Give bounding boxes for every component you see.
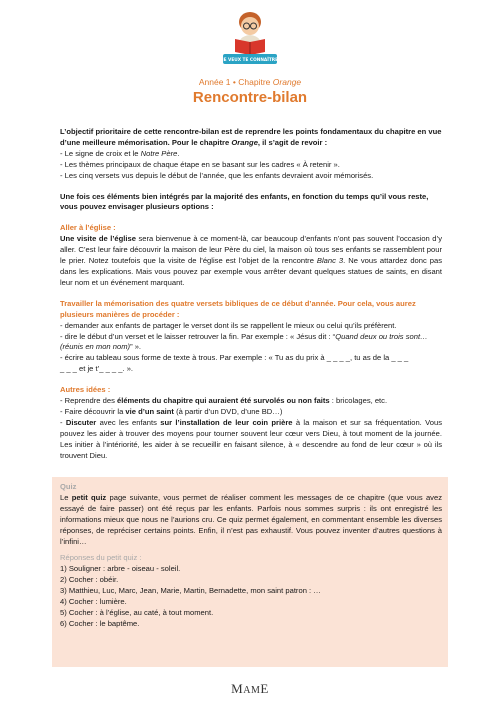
autres-item-2: - Faire découvrir la vie d’un saint (à partir d’un DVD, d’une BD…) <box>60 406 283 416</box>
quiz-heading: Quiz <box>60 482 77 491</box>
quiz-paragraph: Le petit quiz page suivante, vous permet de réaliser comment les messages de ce chapitre (que vous avez essayé de faire passer) ont été reçus par les enfants. Parfois nous sommes surpris : ils ont enregistré les informations mieux que nous ne l’aurions cru. Ce quiz permet également, en commentant ensemble les diverses réponses, de repréciser certains points. Enfin, il n’est pas exhaustif. Vous pouvez inventer d’autres questions à l’infini… <box>60 492 443 546</box>
intro-paragraph <box>60 127 442 149</box>
publisher-logo: MAME <box>231 681 269 696</box>
versets-item-2: - dire le début d’un verset et le laisser retrouver la fin. Par exemple : « Jésus dit : “Quand deux ou trois sont… (réunis en mon nom)” ». <box>60 331 428 352</box>
reading-child-icon <box>222 8 278 66</box>
quiz-answer: 2) Cocher : obéir. <box>60 575 119 585</box>
quiz-answer: 5) Cocher : à l’église, au caté, à tout moment. <box>60 607 214 617</box>
intro-text-orange: Orange <box>231 137 258 147</box>
versets-item-1: - demander aux enfants de partager le verset dont ils se rappellent le mieux ou celui qu’ils préfèrent. <box>60 320 397 330</box>
banner-text: JE VEUX TE CONNAÎTRE <box>222 58 278 63</box>
quiz-answer: 6) Cocher : le baptême. <box>60 618 140 628</box>
versets-item-3: - écrire au tableau sous forme de texte à trous. Par exemple : « Tu as du prix à _ _ _ _, tu as de la _ _ _ _ _ _ et je t’_ _ _ _. ». <box>60 353 409 374</box>
year-label: Année 1 <box>198 77 231 87</box>
quiz-box <box>52 477 448 667</box>
page-title: Rencontre-bilan <box>192 89 308 106</box>
autres-item-3: - Discuter avec les enfants sur l’installation de leur coin prière à la maison et sur sa fréquentation. Vous pouvez les aider à trouver des moyens pour tourner souvent leur cœur vers Dieu, à tout moment de la journée. Les initier à l’intériorité, les aider à se recueillir en faisant silence, à « descendre au fond de leur cœur » où ils trouvent Dieu. <box>60 417 442 460</box>
autres-heading: Autres idées : <box>60 385 111 395</box>
quiz-answer: 4) Cocher : lumière. <box>60 597 127 607</box>
versets-heading: Travailler la mémorisation des quatre versets bibliques de ce début d’année. Pour cela, vous aurez plusieurs manières de procéder : <box>60 298 416 319</box>
intro-item-2: - Les thèmes principaux de chaque étape en se basant sur les cadres « À retenir ». <box>60 159 340 169</box>
logo <box>222 8 278 66</box>
options-intro: Une fois ces éléments bien intégrés par la majorité des enfants, en fonction du temps qu’il vous reste, vous pouvez envisager plusieurs options : <box>60 191 429 212</box>
eglise-paragraph: Une visite de l’église sera bienvenue à ce moment-là, car beaucoup d’enfants n’ont pas souvent l’occasion d’y aller. C’est leur faire découvrir la maison de leur Père du ciel, la maison où tous ses enfants se rassemblent pour le prier. Notez toutefois que la visite de l’église est l’objet de la rencontre Blanc 3. Ne vous attardez donc pas dans les explications. Mais vous pouvez par exemple vous arrêter devant quelques statues de saints, en disant leur nom et un événement marquant. <box>60 234 442 287</box>
quiz-answers-heading: Réponses du petit quiz : <box>60 553 142 563</box>
chapter-subtitle <box>0 77 500 87</box>
chapter-name: Orange <box>272 77 302 87</box>
intro-item-1: - Le signe de croix et le Notre Père. <box>60 148 180 158</box>
main-content <box>60 127 442 461</box>
intro-text-a: L’objectif prioritaire de cette rencontre-bilan est de reprendre les points fondamentaux du chapitre en vue d’une meilleure mémorisation. Pour le chapitre <box>60 127 442 147</box>
intro-text-c: , il s’agit de revoir : <box>257 137 328 147</box>
eglise-heading: Aller à l’église : <box>60 223 116 233</box>
quiz-answer: 3) Matthieu, Luc, Marc, Jean, Marie, Martin, Bernadette, mon saint patron : … <box>60 586 321 596</box>
quiz-answer: 1) Souligner : arbre - oiseau - soleil. <box>60 564 181 574</box>
chapter-word: Chapitre <box>238 77 271 87</box>
bullet: • <box>232 77 236 87</box>
autres-item-1: - Reprendre des éléments du chapitre qui auraient été survolés ou non faits : bricolages, etc. <box>60 396 388 406</box>
intro-item-3: - Les cinq versets vus depuis le début de l’année, que les enfants devraient avoir mémorisés. <box>60 170 374 180</box>
